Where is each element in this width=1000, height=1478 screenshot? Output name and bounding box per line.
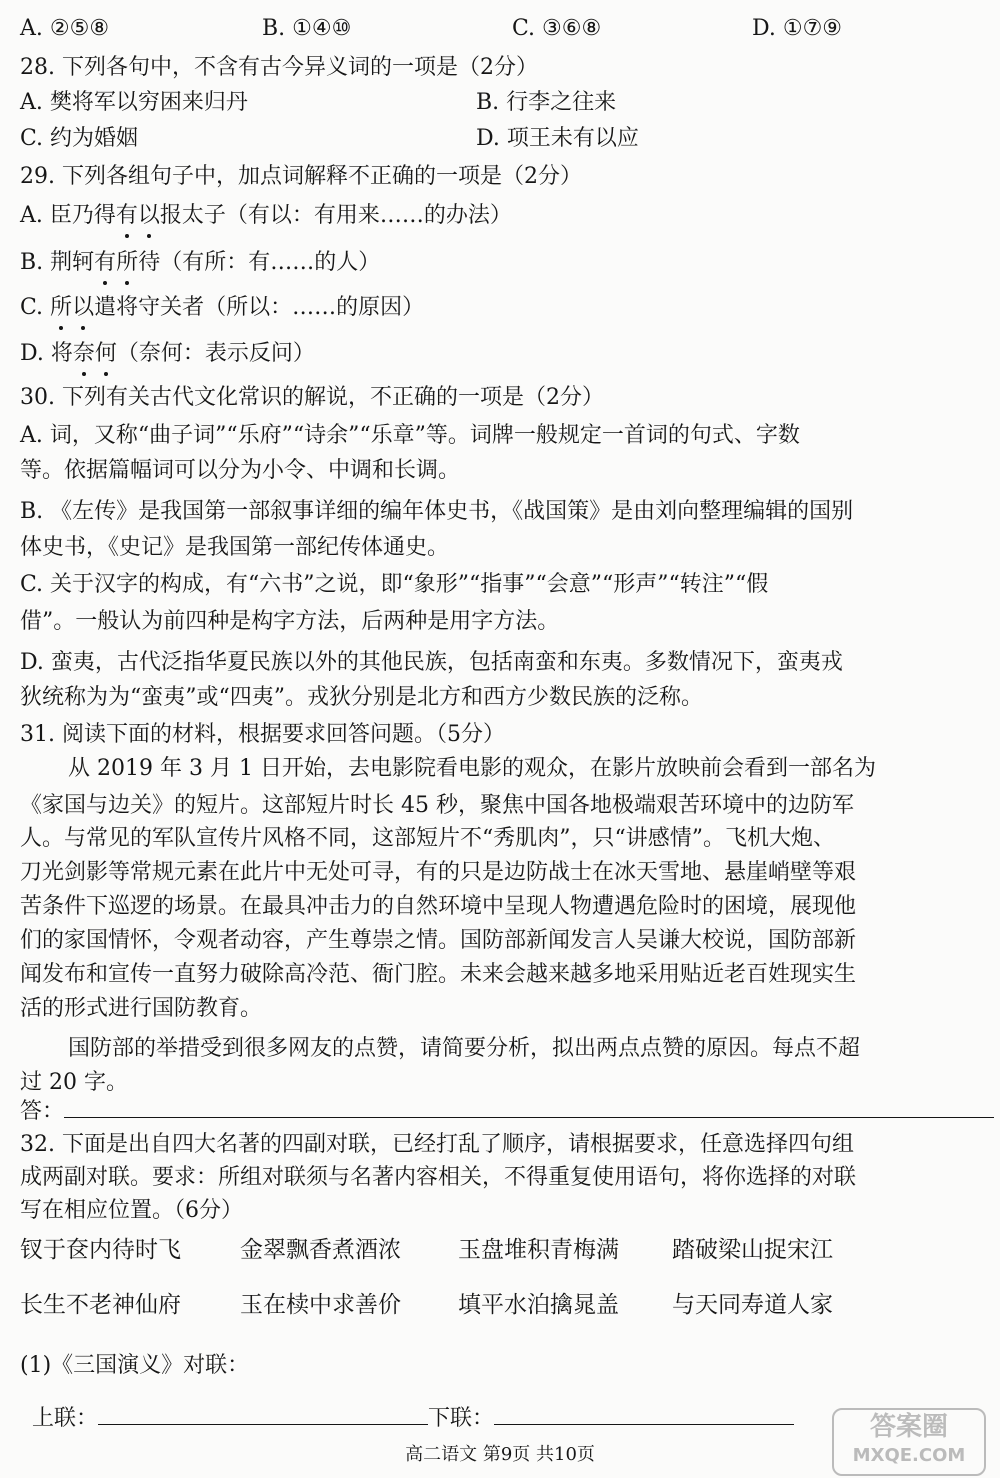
- q29-b-pre: B. 荆轲: [20, 250, 95, 275]
- q30-option-b-line2: 体史书，《史记》是我国第一部纪传体通史。: [20, 535, 450, 560]
- q29-b-post: 待（有所：有……的人）: [138, 250, 381, 275]
- q31-answer-row: [20, 1095, 994, 1127]
- couplet-line: 长生不老神仙府: [20, 1292, 181, 1318]
- q31-task-line1: 国防部的举措受到很多网友的点赞，请简要分析，拟出两点点赞的原因。每点不超: [68, 1036, 861, 1061]
- q31-passage-line6: 们的家国情怀，令观者动容，产生尊崇之情。国防部新闻发言人吴谦大校说，国防部新: [20, 928, 857, 953]
- q27-option-c: C. ③⑥⑧: [512, 16, 602, 41]
- q29-a-dotted: [116, 203, 160, 228]
- q31-passage-line3: 人。与常见的军队宣传片风格不同，这部短片不“秀肌肉”，只“讲感情”。飞机大炮、: [20, 826, 835, 851]
- emphasis-dot-char: 有: [94, 248, 116, 278]
- emphasis-dot-char: 以: [72, 293, 94, 323]
- emphasis-dot-char: 有: [116, 201, 138, 231]
- upper-couplet-label: 上联：: [32, 1406, 99, 1431]
- q30-option-a-line1: A. 词，又称“曲子词”“乐府”“诗余”“乐章”等。词牌一般规定一首词的句式、字数: [20, 423, 800, 448]
- lower-couplet-blank[interactable]: [494, 1402, 794, 1425]
- emphasis-dot-char: 奈: [73, 339, 95, 369]
- q28-option-a: A. 樊将军以穷困来归丹: [20, 90, 248, 115]
- q29-a-post: 报太子（有以：有用来……的办法）: [159, 203, 512, 228]
- emphasis-dot-char: 所: [116, 248, 138, 278]
- q31-stem: 31. 阅读下面的材料，根据要求回答问题。（5分）: [20, 722, 505, 747]
- q29-option-b: [20, 248, 380, 278]
- q29-a-pre: A. 臣乃得: [20, 203, 116, 228]
- q29-d-dotted: [73, 341, 117, 366]
- q29-c-post: 遣将守关者（所以：……的原因）: [94, 295, 425, 320]
- q30-option-d-line1: D. 蛮夷，古代泛指华夏民族以外的其他民族，包括南蛮和东夷。多数情况下，蛮夷戎: [20, 650, 843, 675]
- couplet-line: 钗于奁内待时飞: [20, 1237, 181, 1263]
- couplet-line: 玉盘堆积青梅满: [458, 1237, 619, 1263]
- q29-c-pre: C.: [20, 295, 51, 320]
- q30-option-a-line2: 等。依据篇幅词可以分为小令、中调和长调。: [20, 458, 461, 483]
- emphasis-dot-char: 所: [50, 293, 72, 323]
- couplet-line: 踏破梁山捉宋江: [672, 1237, 833, 1263]
- couplet-line: 金翠飘香煮酒浓: [240, 1237, 401, 1263]
- q27-option-a: A. ②⑤⑧: [20, 16, 110, 41]
- q27-option-d: D. ①⑦⑨: [752, 16, 843, 41]
- q32-stem-line3: 写在相应位置。（6分）: [20, 1198, 243, 1223]
- q32-sub1-answer-row: [32, 1402, 794, 1434]
- q31-passage-line2: 《家国与边关》的短片。这部短片时长 45 秒，聚焦中国各地极端艰苦环境中的边防军: [20, 793, 854, 818]
- q29-option-d: [20, 339, 315, 369]
- q30-option-c-line1: C. 关于汉字的构成，有“六书”之说，即“象形”“指事”“会意”“形声”“转注”“假: [20, 572, 769, 597]
- q29-option-c: [20, 293, 424, 323]
- watermark-line2: MXQE.COM: [852, 1445, 966, 1466]
- q31-passage-line7: 闻发布和宣传一直努力破除高冷范、衙门腔。未来会越来越多地采用贴近老百姓现实生: [20, 962, 857, 987]
- q31-passage-line5: 苦条件下巡逻的场景。在最具冲击力的自然环境中呈现人物遭遇危险时的困境，展现他: [20, 894, 857, 919]
- watermark-line1: 答案圈: [869, 1412, 948, 1442]
- q28-option-b: B. 行李之往来: [476, 90, 617, 115]
- emphasis-dot-char: 何: [95, 339, 117, 369]
- q31-answer-blank[interactable]: [64, 1095, 994, 1118]
- q30-option-c-line2: 借”。一般认为前四种是构字方法，后两种是用字方法。: [20, 609, 560, 634]
- q31-passage-line4: 刀光剑影等常规元素在此片中无处可寻，有的只是边防战士在冰天雪地、悬崖峭壁等艰: [20, 860, 857, 885]
- page-footer: 高二语文 第9页 共10页: [405, 1444, 595, 1465]
- q29-option-a: [20, 201, 512, 231]
- q29-stem: 29. 下列各组句子中，加点词解释不正确的一项是（2分）: [20, 164, 582, 189]
- q31-passage-line1: 从 2019 年 3 月 1 日开始，去电影院看电影的观众，在影片放映前会看到一部名为: [68, 756, 876, 781]
- q29-b-dotted: [94, 250, 138, 275]
- watermark-logo: [832, 1408, 986, 1476]
- couplet-line: 玉在椟中求善价: [240, 1292, 401, 1318]
- upper-couplet-blank[interactable]: [98, 1402, 428, 1425]
- q28-option-d: D. 项王未有以应: [476, 126, 639, 151]
- q30-option-d-line2: 狄统称为为“蛮夷”或“四夷”。戎狄分别是北方和西方少数民族的泛称。: [20, 685, 703, 710]
- q32-stem-line2: 成两副对联。要求：所组对联须与名著内容相关，不得重复使用语句，将你选择的对联: [20, 1165, 857, 1190]
- q31-task-line2: 过 20 字。: [20, 1070, 128, 1095]
- couplet-line: 与天同寿道人家: [672, 1292, 833, 1318]
- q27-option-b: B. ①④⑩: [262, 16, 352, 41]
- q28-stem: 28. 下列各句中，不含有古今异义词的一项是（2分）: [20, 55, 538, 80]
- q29-c-dotted: [50, 295, 94, 320]
- q31-passage-line8: 活的形式进行国防教育。: [20, 996, 263, 1021]
- q31-answer-label: 答：: [20, 1099, 65, 1124]
- couplet-line: 填平水泊擒晁盖: [458, 1292, 619, 1318]
- q29-d-post: （奈何：表示反问）: [116, 341, 315, 366]
- emphasis-dot-char: 以: [138, 201, 160, 231]
- q28-option-c: C. 约为婚姻: [20, 126, 139, 151]
- q32-stem-line1: 32. 下面是出自四大名著的四副对联，已经打乱了顺序，请根据要求，任意选择四句组: [20, 1132, 854, 1157]
- q30-stem: 30. 下列有关古代文化常识的解说，不正确的一项是（2分）: [20, 385, 604, 410]
- q32-sub1-label: (1)《三国演义》对联：: [20, 1353, 250, 1378]
- q30-option-b-line1: B. 《左传》是我国第一部叙事详细的编年体史书，《战国策》是由刘向整理编辑的国别: [20, 499, 854, 524]
- q29-d-pre: D. 将: [20, 341, 73, 366]
- lower-couplet-label: 下联：: [428, 1406, 495, 1431]
